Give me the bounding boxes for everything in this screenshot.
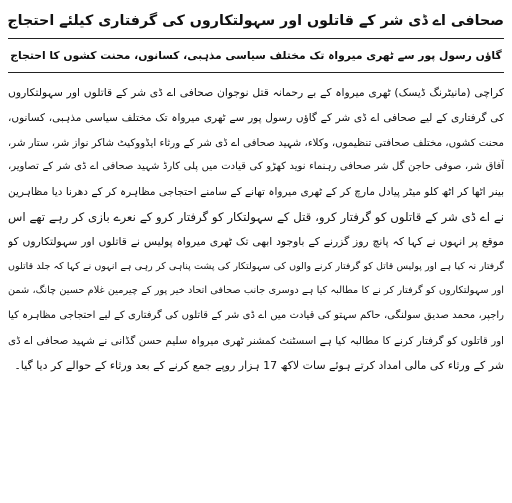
body-line: شر کے ورثاء کی مالی امداد کرتے ہوئے سات لاکھ 17 ہزار روپے جمع کرنے کے بعد ورثاء کے حوالے کر دیا گیا۔ <box>14 358 504 372</box>
body-line: راجپر، محمد صدیق سولنگی، حاکم سہتو کی قیادت میں اے ڈی شر کے قاتلوں کی گرفتاری کے لیے احتجاجی مظاہرہ کیا <box>8 310 504 322</box>
subheadline: گاؤں رسول پور سے ٹھری میرواہ تک مختلف سیاسی مذہبی، کسانوں، محنت کشوں کا احتجاج <box>10 49 502 62</box>
body-line: اور قاتلوں کو گرفتار کرنے کا مطالبہ کیا ہے اسسٹنٹ کمشنر ٹھری میرواہ سلیم حسن گڈانی نے شہید صحافی اے ڈی <box>8 334 504 347</box>
body-line: نے اے ڈی شر کے قاتلوں کو گرفتار کرو، قتل کے سہولتکار کو گرفتار کرو کے نعرے بازی کر رہے تھے اس <box>8 209 504 224</box>
body-line: گرفتار نہ کیا ہے اور پولیس قاتل کو گرفتار کرنے والوں کی سہولتکار کی پشت پناہی کر رہی ہے انہوں نے کہا کہ جلد قاتلوں <box>8 260 504 272</box>
headline-divider <box>8 38 504 39</box>
body-line: اور سہولتکاروں کو گرفتار کر نے کا مطالبہ کیا ہے دوسری جانب صحافی اتحاد خیر پور کے چیرمین غلام حسین چانگ، شمن <box>8 285 504 297</box>
subheadline-divider <box>8 72 504 73</box>
body-line: بینر اٹھا کر اٹھ کلو میٹر پیادل مارچ کر کے ٹھری میرواہ تھانے کے سامنے احتجاجی مظاہرہ کر کے دھرنا دیا مظاہرین <box>8 186 504 199</box>
article-body <box>8 81 504 379</box>
body-line: محنت کشوں، مختلف صحافتی تنظیموں، وکلاء، شہید صحافی اے ڈی شر کے ورثاء ایڈووکیٹ شاکر نواز شر، ستار شر، <box>8 136 504 149</box>
body-line: کراچی (مانیٹرنگ ڈیسک) ٹھری میرواہ کے بے رحمانہ قتل نوجوان صحافی اے ڈی شر کے قاتلوں اور سہولتکاروں <box>8 86 504 99</box>
body-line: موقع پر انہوں نے کہا کہ پانچ روز گزرنے کے باوجود ابھی تک ٹھری میرواہ پولیس نے قاتلوں اور سہولتکاروں کو <box>8 234 504 248</box>
body-line: کی گرفتاری کے لیے صحافی اے ڈی شر کے گاؤں رسول پور سے ٹھری میرواہ تک مختلف سیاسی مذہبی، کسانوں، <box>8 111 504 124</box>
headline: صحافی اے ڈی شر کے قاتلوں اور سہولتکاروں کی گرفتاری کیلئے احتجاج <box>7 13 504 29</box>
body-line: آفاق شر، صوفی حاجن گل شر صحافی رہنماء نوید کھڑو کی قیادت میں پلی کارڈ شہید صحافی اے ڈی شر کے تصاویر، <box>8 161 504 173</box>
